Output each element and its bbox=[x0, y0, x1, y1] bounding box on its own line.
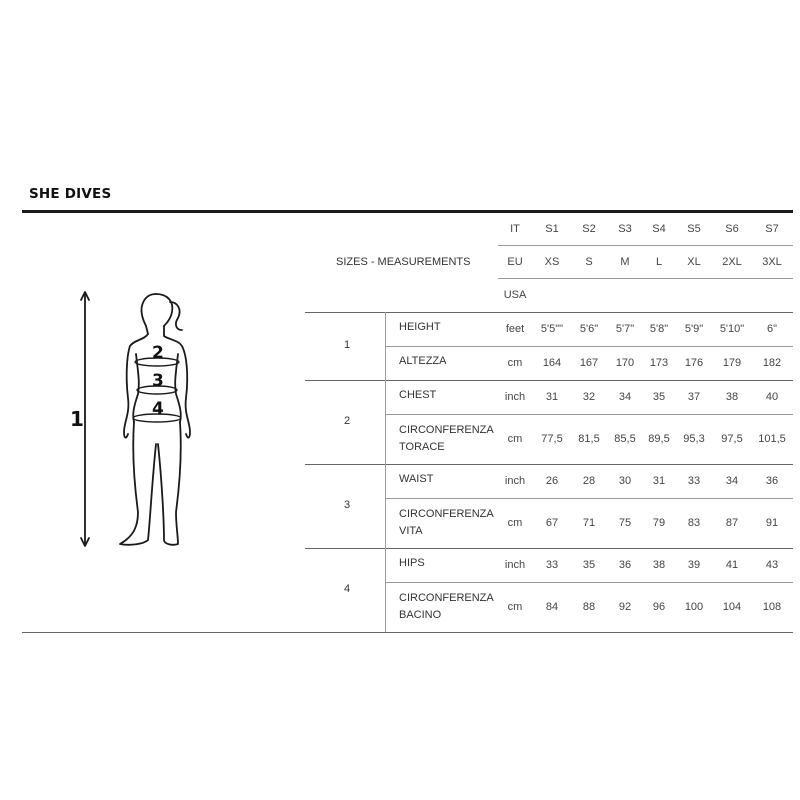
body-silhouette-icon bbox=[60, 282, 240, 562]
measure-label-4: 4 bbox=[152, 399, 164, 419]
size-header-cell: S4 bbox=[652, 223, 666, 235]
value-cell: 67 bbox=[545, 517, 559, 529]
value-cell: 32 bbox=[582, 391, 596, 403]
value-cell: 96 bbox=[652, 601, 666, 613]
table-divider bbox=[385, 498, 793, 499]
size-header-cell: S7 bbox=[765, 223, 779, 235]
unit-cell: inch bbox=[504, 559, 526, 571]
value-cell: 89,5 bbox=[648, 433, 670, 445]
value-cell: 85,5 bbox=[614, 433, 636, 445]
table-divider bbox=[498, 278, 793, 279]
value-cell: 79 bbox=[652, 517, 666, 529]
value-cell: 33 bbox=[545, 559, 559, 571]
unit-cell: cm bbox=[507, 357, 523, 369]
measure-label-1: 1 bbox=[70, 407, 84, 431]
value-cell: 182 bbox=[762, 357, 782, 369]
value-cell: 176 bbox=[684, 357, 704, 369]
measure-label-3: 3 bbox=[152, 371, 164, 391]
size-system-name: IT bbox=[510, 223, 520, 235]
size-header-cell: S bbox=[585, 256, 593, 268]
value-cell: 37 bbox=[687, 391, 701, 403]
value-cell: 34 bbox=[725, 475, 739, 487]
value-cell: 88 bbox=[582, 601, 596, 613]
value-cell: 43 bbox=[765, 559, 779, 571]
measurement-label: HIPS bbox=[399, 557, 425, 569]
value-cell: 40 bbox=[765, 391, 779, 403]
value-cell: 5'6" bbox=[579, 323, 599, 335]
value-cell: 97,5 bbox=[721, 433, 743, 445]
unit-cell: feet bbox=[505, 323, 525, 335]
size-header-cell: XS bbox=[544, 256, 560, 268]
value-cell: 164 bbox=[542, 357, 562, 369]
group-number: 4 bbox=[344, 583, 351, 595]
title-rule bbox=[22, 210, 793, 213]
size-header-cell: M bbox=[620, 256, 630, 268]
column-divider bbox=[385, 312, 386, 632]
size-header-cell: L bbox=[655, 256, 663, 268]
value-cell: 31 bbox=[545, 391, 559, 403]
size-system-name: USA bbox=[503, 289, 527, 301]
value-cell: 167 bbox=[579, 357, 599, 369]
value-cell: 84 bbox=[545, 601, 559, 613]
value-cell: 104 bbox=[722, 601, 742, 613]
value-cell: 75 bbox=[618, 517, 632, 529]
size-system-name: EU bbox=[507, 256, 523, 268]
value-cell: 173 bbox=[649, 357, 669, 369]
value-cell: 36 bbox=[618, 559, 632, 571]
size-header-cell: S5 bbox=[687, 223, 701, 235]
value-cell: 6" bbox=[766, 323, 778, 335]
value-cell: 5'8" bbox=[649, 323, 669, 335]
value-cell: 100 bbox=[684, 601, 704, 613]
measurement-label: CIRCONFERENZA TORACE bbox=[399, 424, 494, 453]
value-cell: 35 bbox=[652, 391, 666, 403]
group-number: 1 bbox=[344, 339, 351, 351]
unit-cell: cm bbox=[507, 601, 523, 613]
value-cell: 95,3 bbox=[683, 433, 705, 445]
value-cell: 5'5"" bbox=[540, 323, 564, 335]
size-header-cell: S3 bbox=[618, 223, 632, 235]
value-cell: 77,5 bbox=[541, 433, 563, 445]
value-cell: 41 bbox=[725, 559, 739, 571]
value-cell: 30 bbox=[618, 475, 632, 487]
value-cell: 34 bbox=[618, 391, 632, 403]
table-divider bbox=[305, 464, 793, 465]
unit-cell: cm bbox=[507, 433, 523, 445]
value-cell: 92 bbox=[618, 601, 632, 613]
value-cell: 81,5 bbox=[578, 433, 600, 445]
value-cell: 170 bbox=[615, 357, 635, 369]
group-number: 2 bbox=[344, 415, 351, 427]
measurement-label: ALTEZZA bbox=[399, 355, 447, 367]
unit-cell: inch bbox=[504, 391, 526, 403]
size-header-cell: 2XL bbox=[722, 256, 742, 268]
table-divider bbox=[22, 632, 793, 633]
measurement-label: CIRCONFERENZA VITA bbox=[399, 508, 494, 537]
value-cell: 35 bbox=[582, 559, 596, 571]
size-header-cell: S6 bbox=[725, 223, 739, 235]
table-divider bbox=[498, 245, 793, 246]
unit-cell: inch bbox=[504, 475, 526, 487]
table-divider bbox=[385, 346, 793, 347]
group-number: 3 bbox=[344, 499, 351, 511]
measurement-label: CHEST bbox=[399, 389, 437, 401]
value-cell: 5'10" bbox=[719, 323, 745, 335]
value-cell: 38 bbox=[725, 391, 739, 403]
value-cell: 28 bbox=[582, 475, 596, 487]
table-caption: SIZES - MEASUREMENTS bbox=[336, 256, 471, 268]
value-cell: 39 bbox=[687, 559, 701, 571]
measure-label-2: 2 bbox=[152, 343, 164, 363]
value-cell: 26 bbox=[545, 475, 559, 487]
value-cell: 33 bbox=[687, 475, 701, 487]
table-divider bbox=[385, 414, 793, 415]
size-header-cell: S1 bbox=[545, 223, 559, 235]
table-divider bbox=[385, 582, 793, 583]
value-cell: 71 bbox=[582, 517, 596, 529]
unit-cell: cm bbox=[507, 517, 523, 529]
table-divider bbox=[305, 380, 793, 381]
value-cell: 91 bbox=[765, 517, 779, 529]
value-cell: 179 bbox=[722, 357, 742, 369]
value-cell: 87 bbox=[725, 517, 739, 529]
size-header-cell: S2 bbox=[582, 223, 596, 235]
table-divider bbox=[305, 548, 793, 549]
value-cell: 38 bbox=[652, 559, 666, 571]
measurement-label: WAIST bbox=[399, 473, 434, 485]
value-cell: 5'9" bbox=[684, 323, 704, 335]
value-cell: 108 bbox=[762, 601, 782, 613]
value-cell: 101,5 bbox=[758, 433, 786, 445]
size-header-cell: XL bbox=[687, 256, 701, 268]
size-header-cell: 3XL bbox=[762, 256, 782, 268]
measurement-label: HEIGHT bbox=[399, 321, 441, 333]
page-title: SHE DIVES bbox=[29, 186, 112, 202]
value-cell: 31 bbox=[652, 475, 666, 487]
value-cell: 5'7" bbox=[615, 323, 635, 335]
measurement-label: CIRCONFERENZA BACINO bbox=[399, 592, 494, 621]
body-figure bbox=[60, 282, 240, 562]
value-cell: 83 bbox=[687, 517, 701, 529]
table-divider bbox=[305, 312, 793, 313]
value-cell: 36 bbox=[765, 475, 779, 487]
